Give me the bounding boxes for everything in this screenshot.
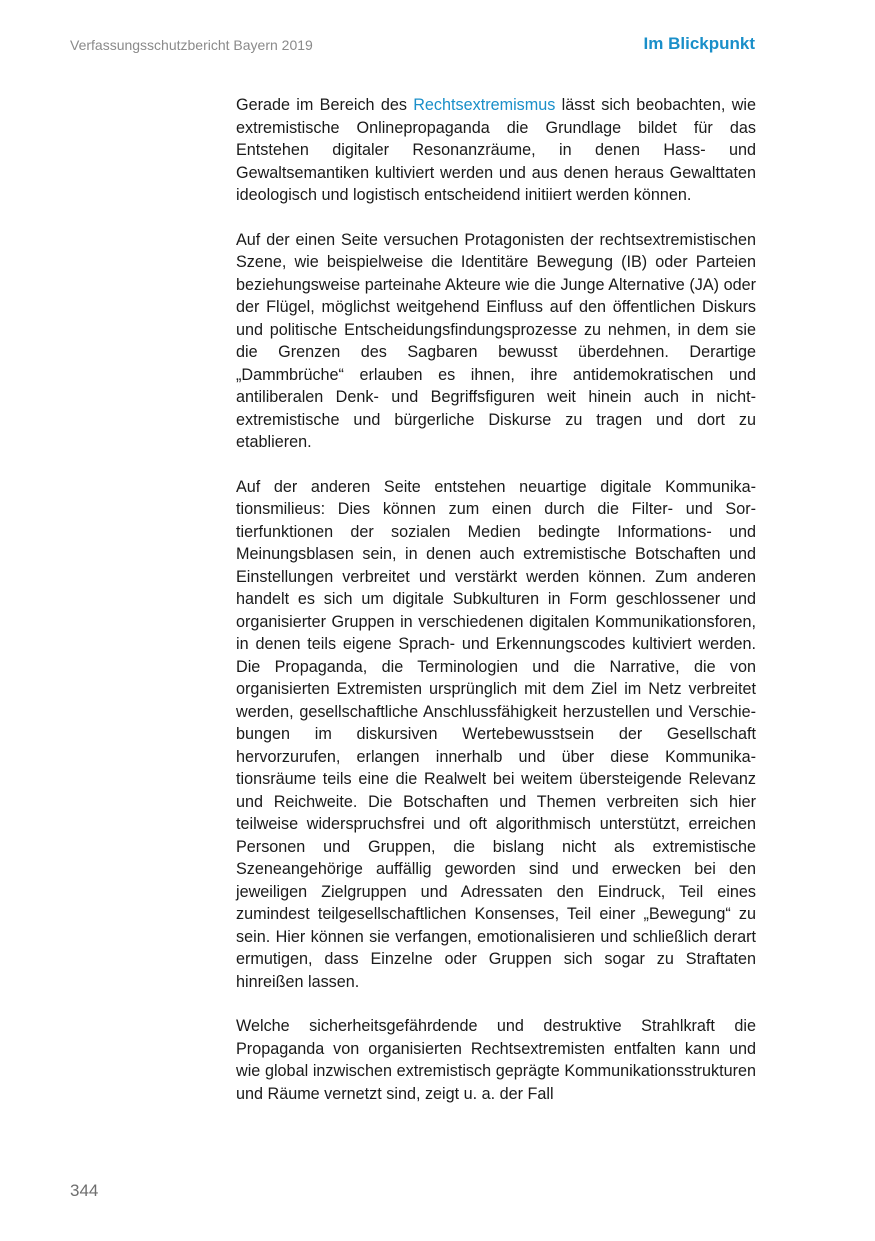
paragraph-3: Auf der anderen Seite entstehen neuartige digitale Kommunikationsmilieus: Dies können zum einen durch die Filter- und Sortierfunktionen der sozialen Medien bedingte Informations- und Meinungsblasen sein, in denen auch extremistische Botschaften und Einstellungen verbreitet und verstärkt werden können. Zum anderen handelt es sich um digitale Subkulturen in Form geschlossener und organisierter Gruppen in verschiedenen digitalen Kommunikationsforen, in denen teils eigene Sprach- und Erkennungscodes kultiviert werden. Die Propaganda, die Terminologien und die Narrative, die von organisierten Extremisten ursprünglich mit dem Ziel im Netz verbreitet werden, gesellschaftliche Anschlussfähigkeit herzustellen und Verschiebungen im diskursiven Wertebewusstsein der Gesellschaft hervorzurufen, erlangen innerhalb und über diese Kommunikationsräume teils eine die Realwelt bei weitem übersteigende Relevanz und Reichweite. Die Botschaften und Themen verbreiten sich hier teilweise widerspruchsfrei und oft algorithmisch unterstützt, erreichen Personen und Gruppen, die bislang nicht als extremistische Szeneangehörige auffällig geworden sind und erwecken bei den jeweiligen Zielgruppen und Adressaten den Eindruck, Teil eines zumindest teilgesellschaftlichen Konsenses, Teil einer „Bewegung“ zu sein. Hier können sie verfangen, emotionalisieren und schließlich derart ermutigen, dass Einzelne oder Gruppen sich sogar zu Straftaten hinreißen lassen. <box>236 477 756 991</box>
paragraph-2: Auf der einen Seite versuchen Protagonisten der rechtsextremistischen Szene, wie beispielweise die Identitäre Bewegung (IB) oder Parteien beziehungsweise parteinahe Akteure wie die Junge Alternative (JA) oder der Flügel, möglichst weitgehend Einfluss auf den öffentlichen Diskurs und politische Entscheidungsfindungsprozesse zu nehmen, in dem sie die Grenzen des Sagbaren bewusst überdehnen. Derartige „Dammbrüche“ erlauben es ihnen, ihre antidemokratischen und antiliberalen Denk- und Begriffsfiguren weit hinein auch in nicht-extremistische und bürgerliche Diskurse zu tragen und dort zu etablieren. <box>236 230 756 451</box>
paragraph-1 <box>236 94 756 207</box>
publication-title: Verfassungsschutzbericht Bayern 2019 <box>70 37 313 53</box>
section-title: Im Blickpunkt <box>643 34 755 53</box>
rechtsextremismus-link[interactable]: Rechtsextremismus <box>413 96 556 114</box>
paragraph-1-rest: lässt sich beobachten, wie extremistische Onlinepropaganda die Grundlage bildet für das Entstehen digitaler Resonanzräume, in denen Hass- und Gewaltsemantiken kultiviert werden und aus denen heraus Gewalttaten ideologisch und logistisch entscheidend initiiert werden können. <box>236 96 756 204</box>
paragraph-1-lead: Gerade im Bereich des <box>236 96 414 114</box>
body-text <box>236 94 756 1127</box>
paragraph-4: Welche sicherheitsgefährdende und destruktive Strahlkraft die Propaganda von organisierten Rechtsextremisten entfalten kann und wie global inzwischen extremistisch geprägte Kommunikationsstrukturen und Räume vernetzt sind, zeigt u. a. der Fall <box>236 1017 756 1103</box>
page-number: 344 <box>70 1181 99 1200</box>
